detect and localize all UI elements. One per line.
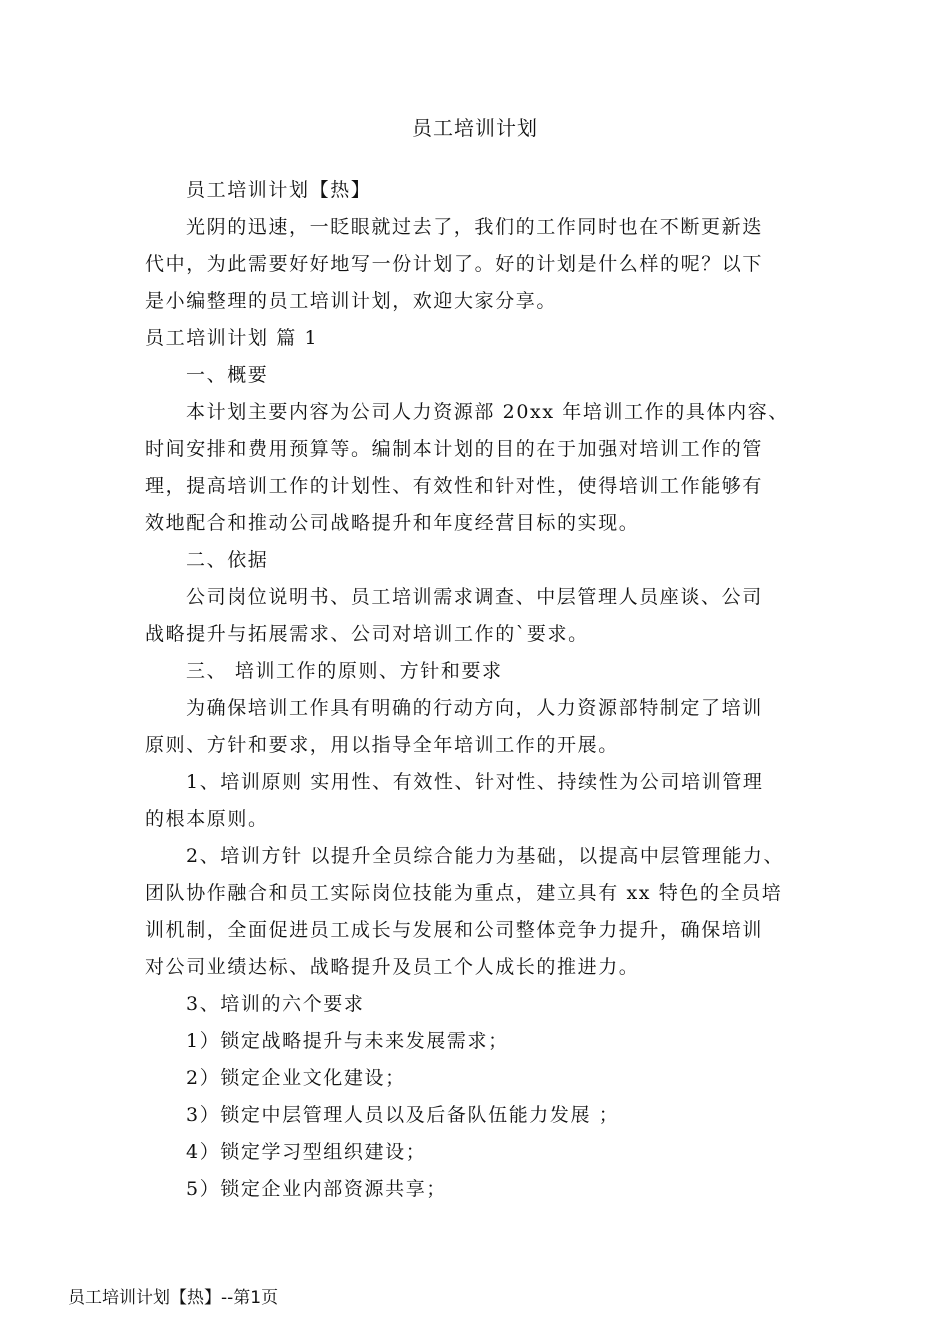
paragraph-line: 原则、方针和要求，用以指导全年培训工作的开展。 [145,734,619,756]
section-heading: 二、依据 [186,549,269,571]
page-footer: 员工培训计划【热】--第1页 [68,1288,279,1308]
paragraph-line: 代中，为此需要好好地写一份计划了。好的计划是什么样的呢？以下 [145,253,764,275]
subtitle-line: 员工培训计划【热】 [186,179,372,201]
section-heading: 三、 培训工作的原则、方针和要求 [186,660,503,682]
paragraph-line: 为确保培训工作具有明确的行动方向，人力资源部特制定了培训 [186,697,763,719]
list-item: 5）锁定企业内部资源共享； [186,1178,447,1200]
list-item: 3）锁定中层管理人员以及后备队伍能力发展 ； [186,1104,620,1126]
paragraph-line: 2、培训方针 以提升全员综合能力为基础，以提高中层管理能力、 [186,845,785,867]
section-heading: 员工培训计划 篇 1 [145,327,319,349]
list-item: 4）锁定学习型组织建设； [186,1141,427,1163]
paragraph-line: 光阴的迅速，一眨眼就过去了，我们的工作同时也在不断更新迭 [186,216,763,238]
paragraph-line: 训机制，全面促进员工成长与发展和公司整体竞争力提升，确保培训 [145,919,764,941]
paragraph-line: 公司岗位说明书、员工培训需求调查、中层管理人员座谈、公司 [186,586,763,608]
paragraph-line: 战略提升与拓展需求、公司对培训工作的`要求。 [145,623,589,645]
paragraph-line: 团队协作融合和员工实际岗位技能为重点，建立具有 xx 特色的全员培 [145,882,783,904]
list-item: 2）锁定企业文化建设； [186,1067,406,1089]
paragraph-line: 1、培训原则 实用性、有效性、针对性、持续性为公司培训管理 [186,771,764,793]
paragraph-line: 对公司业绩达标、战略提升及员工个人成长的推进力。 [145,956,640,978]
paragraph-line: 是小编整理的员工培训计划，欢迎大家分享。 [145,290,558,312]
paragraph-line: 的根本原则。 [145,808,269,830]
paragraph-line: 效地配合和推动公司战略提升和年度经营目标的实现。 [145,512,640,534]
paragraph-line: 时间安排和费用预算等。编制本计划的目的在于加强对培训工作的管 [145,438,764,460]
list-item: 1）锁定战略提升与未来发展需求； [186,1030,509,1052]
section-heading: 3、培训的六个要求 [186,993,365,1015]
paragraph-line: 理，提高培训工作的计划性、有效性和针对性，使得培训工作能够有 [145,475,764,497]
section-heading: 一、概要 [186,364,269,386]
paragraph-line: 本计划主要内容为公司人力资源部 20xx 年培训工作的具体内容、 [186,401,789,423]
document-title: 员工培训计划 [412,116,538,140]
